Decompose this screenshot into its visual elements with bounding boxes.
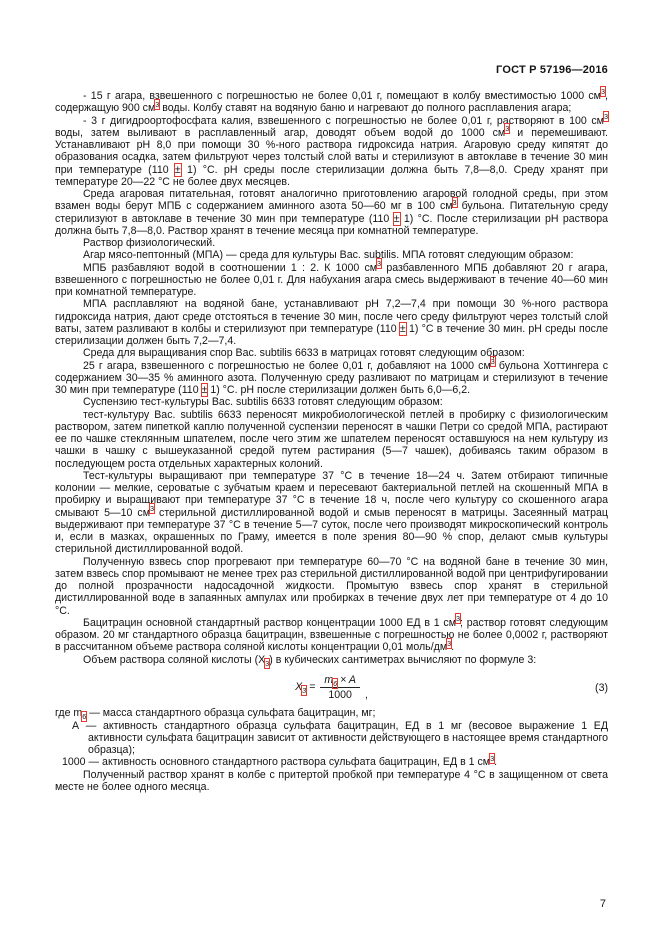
subscript: 6 [82,712,87,722]
paragraph: Объем раствора соляной кислоты $(X_3)$ в кубических сантиметрах вычисляют по формуле 3: [83,653,537,668]
formula-variable: $X_3$ = [295,681,316,696]
where-clause-item: А — активность стандартного образца сульфата бацитрацин, ЕД в 1 мг (весовое выражение 1 ЕД активности сульфата бацитрацин зависит от активности действующего в настоящее время стандартного образца); [72,719,608,756]
paragraph: - 15 г агара, взвешенного с погрешностью не более 0,01 г, помещают в колбу вместимостью 1000 $см^3$, содержащую 900 $см^3$ воды. Колбу ставят на водяную баню и нагревают до полного расплавления агара; [55,87,608,115]
paragraph: МПА расплавляют на водяной бане, устанавливают pH 7,2—7,4 при помощи 30 %-ного раствора гидроксида натрия, дают среде отстояться в течение 30 мин, после чего среду фильтруют через толстый слой ваты, затем разливают в колбы и стерилизуют при температуре (110 ± 1) °С в течение 30 мин. pH среды после стерилизации должен быть 7,2—7,4. [55,298,608,347]
document-body [55,87,609,793]
superscript: 3 [452,197,457,207]
superscript: 3 [505,124,510,134]
formula [55,674,608,702]
superscript: 3 [490,753,495,763]
paragraph: Полученную взвесь спор прогревают при температуре 60—70 °С на водяной бане в течение 30 мин, затем взвесь спор промывают не менее трех раз стерильной дистиллированной водой при центрифугировании до полной прозрачности надосадочной жидкости. Промытую взвесь спор хранят в стерильной дистиллированной воде в запаянных ампулах или пробирках в течение двух лет при температуре от 4 до 10 °С. [55,555,608,617]
superscript: 3 [447,638,452,648]
where-clause-item: 1000 — активность основного стандартного раствора сульфата бацитрацин, ЕД в 1 $см^3$. [62,753,498,769]
formula-numerator: $m_6 \times A$ [320,674,360,688]
paragraph: Среда для выращивания спор Bac. subtilis 6633 в матрицах готовят следующим образом: [83,347,525,360]
formula-denominator: 1000 [328,689,352,701]
paragraph: Агар мясо-пептонный (МПА) — среда для культуры Bac. subtilis. МПА готовят следующим образом: [83,249,574,262]
formula-equation-number: (3) [595,681,608,694]
subscript: 3 [302,686,307,696]
paragraph: - 3 г дигидроортофосфата калия, взвешенного с погрешностью не более 0,01 г, растворяют в 100 $см^3$ воды, затем выливают в расплавленный агар, доводят объем водой до 1000 $см^3$ и перемешивают. Устанавливают pH 8,0 при помощи 30 %-ного раствора гидроксида натрия. Агаровую среду кипятят до образования осадка, затем фильтруют через толстый слой ваты и стерилизуют в автоклаве в течение 30 мин при температуре (110 ± 1) °С. pH среды после стерилизации должна быть 7,8—8,0. Среду хранят при температуре 20—22 °С не более двух месяцев. [55,111,609,188]
superscript: 3 [377,258,382,268]
superscript: 3 [149,503,155,513]
paragraph: МПБ разбавляют водой в соотношении 1 : 2. К 1000 $см^3$ разбавленного МПБ добавляют 20 г агара, взвешенного с погрешностью не более 0,01 г. Для набухания агара смесь выдерживают в течение 40—60 мин при комнатной температуре. [55,258,608,298]
paragraph: Полученный раствор хранят в колбе с притертой пробкой при температуре 4 °С в защищенном от света месте не более одного месяца. [55,768,608,793]
superscript: 3 [155,99,160,109]
paragraph: Бацитрацин основной стандартный раствор концентрации 1000 ЕД в 1 $см^3$; раствор готовят следующим образом. 20 мг стандартного образца бацитрацин, взвешенные с погрешностью не более 0,0002 г, растворяют в рассчитанном объеме раствора соляной кислоты концентрации 0,01 моль/$дм^3$. [55,614,608,654]
subscript: 6 [333,678,338,688]
formula-fraction [320,674,360,702]
superscript: 3 [455,614,461,624]
document-header: ГОСТ Р 57196—2016 [496,64,608,76]
superscript: 3 [603,111,608,121]
highlight-box: ± [393,212,400,225]
paragraph: 25 г агара, взвешенного с погрешностью не более 0,01 г, добавляют на 1000 $см^3$ бульона Хоттингера с содержанием 30—35 % аминного азота. Полученную среду разливают по матрицам и стерилизуют в течение 30 мин при температуре (110 ± 1) °С. pH после стерилизации должен быть 6,0—6,2. [55,356,608,396]
paragraph: Суспензию тест-культуры Bac. subtilis 6633 готовят следующим образом: [83,396,443,409]
paragraph: Тест-культуры выращивают при температуре 37 °С в течение 18—24 ч. Затем отбирают типичные колонии — мелкие, сероватые с зубчатым краем и пересевают бактериальной петлей на скошенный МПА в пробирку и выращивают при температуре 37 °С в течение 18 ч, после чего культуру со скошенного агара смывают 5—10 $см^3$ стерильной дистиллированной водой и смыв переносят в матрицы. Засеянный матрац выдерживают при температуре 37 °С в течение 5—7 суток, после чего производят микроскопический контроль и, если в мазках, окрашенных по Граму, имеется в поле зрения 80—90 % спор, делают смыв культуры стерильной дистиллированной водой. [55,469,608,556]
highlight-box: ± [174,163,181,176]
subscript: 3 [265,658,270,668]
page-number: 7 [599,898,606,910]
paragraph: тест-культуру Bac. subtilis 6633 переносят микробиологической петлей в пробирку с физиологическим раствором, затем пипеткой каплю полученной суспензии переносят в чашки Петри со средой МПА, растирают ее по чашке стеклянным шпателем, после чего этим же шпателем переносят оставшуюся на нем культуру из чашки в чашку с вышеуказанной средой путем растирания (5—7 чашек), добиваясь таким образом в последующем роста отдельных характерных колоний. [55,408,608,470]
formula-comma: , [364,689,368,701]
superscript: 3 [490,356,495,366]
superscript: 3 [600,87,606,97]
where-clause-intro: где $m_6$ — масса стандартного образца сульфата бацитрацин, мг; [55,707,376,722]
formula-equation [295,674,368,702]
paragraph: Среда агаровая питательная, готовят аналогично приготовлению агаровой голодной среды, при этом взамен воды берут МПБ с содержанием аминного азота 50—60 мг в 100 $см^3$ бульона. Питательную среду стерилизуют в автоклаве в течение 30 мин при температуре (110 ± 1) °С. После стерилизации pH раствора должна быть 7,8—8,0. Раствор хранят в течение месяца при комнатной температуре. [55,188,609,237]
highlight-box: ± [399,322,406,335]
paragraph: Раствор физиологический. [83,237,216,249]
highlight-box: ± [201,384,208,396]
